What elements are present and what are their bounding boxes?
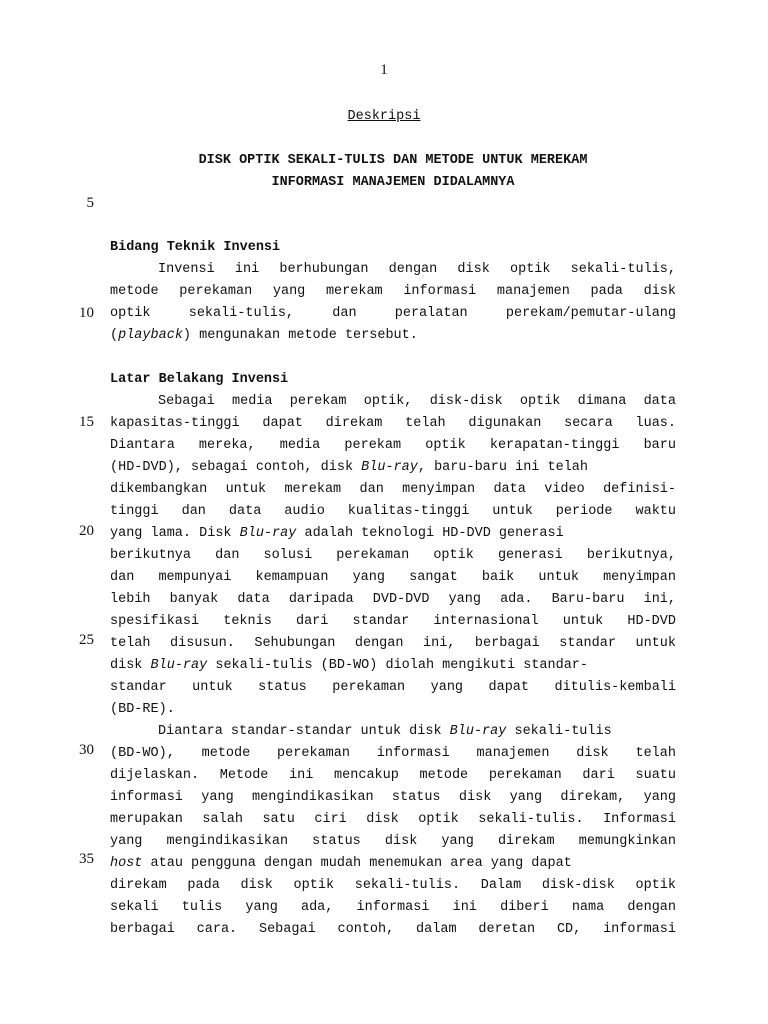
patent-title-line-1: DISK OPTIK SEKALI-TULIS DAN METODE UNTUK MEREKAM <box>198 153 588 168</box>
text-line <box>110 457 676 479</box>
italic-term: playback <box>118 328 183 343</box>
text-span: yang lama. Disk <box>110 526 232 541</box>
text-line: tinggi dan data audio kualitas-tinggi untuk periode waktu <box>110 504 676 519</box>
text-line <box>110 523 676 545</box>
text-line <box>158 721 676 743</box>
text-line: direkam pada disk optik sekali-tulis. Dalam disk-disk optik <box>110 878 676 893</box>
text-line: dijelaskan. Metode ini mencakup metode perekaman dari suatu <box>110 768 676 783</box>
text-span: disk <box>110 658 143 673</box>
text-line: (playback) mengunakan metode tersebut. <box>110 328 418 343</box>
line-number-30: 30 <box>79 742 94 758</box>
document-heading: Deskripsi <box>347 109 421 124</box>
text-line: metode perekaman yang merekam informasi manajemen pada disk <box>110 284 676 299</box>
text-line: (BD-WO), metode perekaman informasi manajemen disk telah <box>110 746 676 761</box>
italic-term: Blu-ray <box>361 460 418 475</box>
text-line: sekali tulis yang ada, informasi ini diberi nama dengan <box>110 900 676 915</box>
text-span: atau pengguna dengan mudah menemukan area yang dapat <box>150 856 572 871</box>
text-line <box>110 853 676 875</box>
text-line: optik sekali-tulis, dan peralatan perekam/pemutar-ulang <box>110 306 676 321</box>
line-number-35: 35 <box>79 851 94 867</box>
text-line: berikutnya dan solusi perekaman optik generasi berikutnya, <box>110 548 676 563</box>
text-span: adalah teknologi HD-DVD generasi <box>304 526 564 541</box>
text-line: telah disusun. Sehubungan dengan ini, berbagai standar untuk <box>110 636 676 651</box>
text-span: sekali-tulis <box>514 724 612 739</box>
page-number: 1 <box>380 62 388 78</box>
text-span: (HD-DVD), sebagai contoh, disk <box>110 460 354 475</box>
text-line: spesifikasi teknis dari standar internasional untuk HD-DVD <box>110 614 676 629</box>
text-line: informasi yang mengindikasikan status disk yang direkam, yang <box>110 790 676 805</box>
patent-title-line-2: INFORMASI MANAJEMEN DIDALAMNYA <box>271 175 515 190</box>
italic-term: Blu-ray <box>239 526 297 541</box>
line-number-15: 15 <box>79 414 94 430</box>
line-number-5: 5 <box>86 195 94 211</box>
section-heading-bidang: Bidang Teknik Invensi <box>110 240 281 255</box>
italic-term: Blu-ray <box>449 724 507 739</box>
text-span: Diantara standar-standar untuk disk <box>158 724 442 739</box>
section-heading-latar: Latar Belakang Invensi <box>110 372 289 387</box>
line-number-20: 20 <box>79 523 94 539</box>
text-line: (BD-RE). <box>110 702 175 717</box>
text-line: lebih banyak data daripada DVD-DVD yang ada. Baru-baru ini, <box>110 592 676 607</box>
text-line: merupakan salah satu ciri disk optik sekali-tulis. Informasi <box>110 812 676 827</box>
text-line: Diantara mereka, media perekam optik kerapatan-tinggi baru <box>110 438 676 453</box>
line-number-10: 10 <box>79 305 94 321</box>
text-line: dan mempunyai kemampuan yang sangat baik untuk menyimpan <box>110 570 676 585</box>
text-line: Sebagai media perekam optik, disk-disk optik dimana data <box>158 394 676 409</box>
italic-term: Blu-ray <box>150 658 208 673</box>
text-span: , baru-baru ini telah <box>417 460 589 475</box>
italic-term: host <box>110 856 143 871</box>
text-span: sekali-tulis (BD-WO) diolah mengikuti standar- <box>215 658 589 673</box>
text-line: dikembangkan untuk merekam dan menyimpan data video definisi- <box>110 482 676 497</box>
text-line: Invensi ini berhubungan dengan disk optik sekali-tulis, <box>158 262 676 277</box>
text-line <box>110 655 676 677</box>
text-line: standar untuk status perekaman yang dapat ditulis-kembali <box>110 680 676 695</box>
text-line: yang mengindikasikan status disk yang direkam memungkinkan <box>110 834 676 849</box>
line-number-25: 25 <box>79 632 94 648</box>
text-line: kapasitas-tinggi dapat direkam telah digunakan secara luas. <box>110 416 676 431</box>
text-line: berbagai cara. Sebagai contoh, dalam deretan CD, informasi <box>110 922 676 937</box>
text-span: mengunakan metode tersebut. <box>199 328 418 343</box>
